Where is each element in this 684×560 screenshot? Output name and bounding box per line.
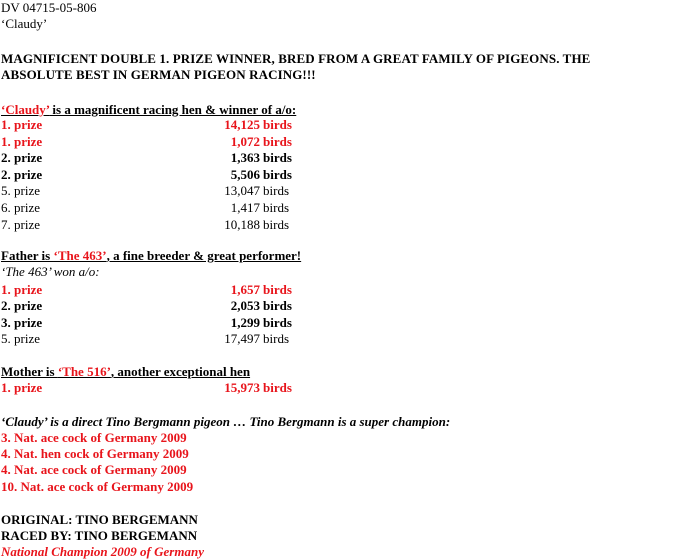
mother-label: Mother is	[1, 364, 58, 379]
father-label: Father is	[1, 248, 54, 263]
claudy-intro-name: ‘Claudy’	[1, 102, 50, 117]
result-unit: birds	[263, 183, 289, 199]
pigeon-name: ‘Claudy’	[1, 16, 48, 31]
result-row	[1, 298, 301, 313]
mother-name: ‘The 516’	[57, 364, 111, 379]
result-bird-count: 5,506	[230, 166, 260, 182]
result-bird-count: 17,497	[224, 330, 260, 346]
result-row	[1, 150, 301, 165]
father-heading	[1, 248, 301, 263]
claudy-intro	[1, 102, 296, 117]
headline-line-2: ABSOLUTE BEST IN GERMAN PIGEON RACING!!!	[1, 67, 316, 82]
result-unit: birds	[263, 330, 289, 346]
headline-line-1: MAGNIFICENT DOUBLE 1. PRIZE WINNER, BRED FROM A GREAT FAMILY OF PIGEONS. THE	[1, 51, 591, 66]
result-unit: birds	[263, 133, 292, 149]
result-prize: 1. prize	[1, 380, 43, 395]
result-prize: 3. prize	[1, 314, 43, 330]
result-row	[1, 331, 301, 346]
result-unit: birds	[263, 200, 289, 215]
result-row	[1, 134, 301, 149]
result-bird-count: 1,299	[230, 314, 260, 330]
champion-title: National Champion 2009 of Germany	[1, 544, 204, 559]
result-prize: 2. prize	[1, 298, 43, 314]
mother-heading	[1, 364, 250, 379]
result-bird-count: 15,973	[224, 380, 260, 395]
result-unit: birds	[263, 298, 292, 314]
father-name: ‘The 463’	[53, 248, 107, 263]
title-2: 4. Nat. hen cock of Germany 2009	[1, 446, 189, 461]
result-unit: birds	[263, 150, 292, 166]
result-unit: birds	[263, 314, 292, 330]
reference-number: DV 04715-05-806	[1, 0, 97, 15]
claudy-intro-text: is a magnificent racing hen & winner of a/o:	[49, 102, 297, 117]
result-unit: birds	[263, 282, 292, 297]
result-row	[1, 315, 301, 330]
result-prize: 2. prize	[1, 166, 43, 182]
mother-text: , another exceptional hen	[110, 364, 251, 379]
result-unit: birds	[263, 216, 289, 232]
result-prize: 6. prize	[1, 200, 40, 215]
title-4: 10. Nat. ace cock of Germany 2009	[1, 479, 194, 494]
title-1: 3. Nat. ace cock of Germany 2009	[1, 430, 187, 445]
result-row	[1, 217, 301, 232]
result-row	[1, 380, 301, 395]
father-text: , a fine breeder & great performer!	[106, 248, 302, 263]
result-prize: 1. prize	[1, 282, 43, 297]
title-3: 4. Nat. ace cock of Germany 2009	[1, 462, 187, 477]
result-prize: 2. prize	[1, 150, 43, 166]
result-bird-count: 1,363	[230, 150, 260, 166]
result-prize: 1. prize	[1, 133, 43, 149]
bergmann-intro: ‘Claudy’ is a direct Tino Bergmann pigeon … Tino Bergmann is a super champion:	[1, 414, 451, 429]
result-bird-count: 14,125	[224, 117, 260, 132]
result-bird-count: 1,072	[230, 133, 260, 149]
result-unit: birds	[263, 380, 292, 395]
result-bird-count: 2,053	[230, 298, 260, 314]
result-row	[1, 183, 301, 198]
result-prize: 5. prize	[1, 330, 40, 346]
result-row	[1, 282, 301, 297]
result-prize: 7. prize	[1, 216, 40, 232]
result-bird-count: 10,188	[224, 216, 260, 232]
result-row	[1, 117, 301, 132]
result-bird-count: 1,657	[230, 282, 260, 297]
father-won-label: ‘The 463’ won a/o:	[1, 264, 100, 279]
result-row	[1, 167, 301, 182]
result-bird-count: 13,047	[224, 183, 260, 199]
result-unit: birds	[263, 166, 292, 182]
raced-by: RACED BY: TINO BERGEMANN	[1, 528, 198, 543]
result-bird-count: 1,417	[230, 200, 260, 215]
original-breeder: ORIGINAL: TINO BERGEMANN	[1, 512, 198, 527]
result-unit: birds	[263, 117, 292, 132]
result-row	[1, 200, 301, 215]
result-prize: 5. prize	[1, 183, 40, 199]
result-prize: 1. prize	[1, 117, 43, 132]
